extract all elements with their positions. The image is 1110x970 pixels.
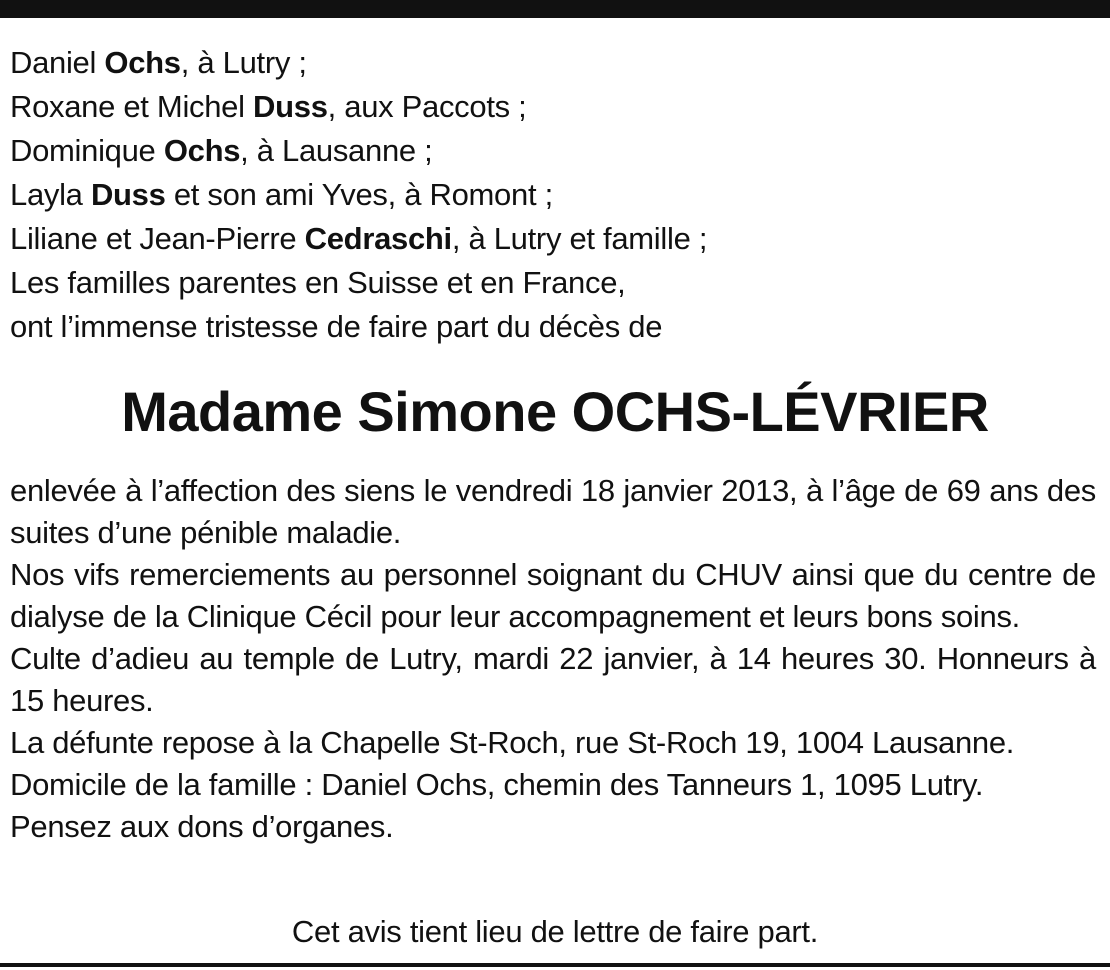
family-line xyxy=(10,173,1100,217)
family-line xyxy=(10,41,1100,85)
family-text: Roxane et Michel xyxy=(10,89,254,124)
notice-body xyxy=(10,470,1096,848)
family-text: Liliane et Jean-Pierre xyxy=(10,221,305,256)
family-text: Layla xyxy=(10,177,91,212)
resting-place: La défunte repose à la Chapelle St-Roch, rue St-Roch 19, 1004 Lausanne. xyxy=(10,725,1015,760)
bottom-rule xyxy=(0,963,1110,967)
family-line xyxy=(10,261,1100,305)
thanks-paragraph: Nos vifs remerciements au personnel soignant du CHUV ainsi que du centre de dialyse de la Clinique Cécil pour leur accompagnement et leurs bons soins. xyxy=(10,557,1096,634)
family-text: Les familles parentes en Suisse et en France, xyxy=(10,265,626,300)
family-text: , aux Paccots ; xyxy=(327,89,527,124)
ceremony-details: Culte d’adieu au temple de Lutry, mardi 22 janvier, à 14 heures 30. Honneurs à 15 heures. xyxy=(10,641,1096,718)
family-surname: Duss xyxy=(90,177,166,212)
family-list xyxy=(10,41,1100,349)
family-surname: Ochs xyxy=(163,133,241,168)
family-text: Dominique xyxy=(10,133,164,168)
family-line xyxy=(10,129,1100,173)
organ-donation-note: Pensez aux dons d’organes. xyxy=(10,809,394,844)
family-text: , à Lausanne ; xyxy=(240,133,433,168)
family-text: , à Lutry ; xyxy=(180,45,307,80)
family-surname: Duss xyxy=(253,89,328,124)
family-text: ont l’immense tristesse de faire part du décès de xyxy=(10,309,663,344)
family-line xyxy=(10,85,1100,129)
announcement-line xyxy=(10,305,1100,349)
closing-note: Cet avis tient lieu de lettre de faire part. xyxy=(291,914,819,949)
family-text: et son ami Yves, à Romont ; xyxy=(165,177,553,212)
family-surname: Ochs xyxy=(104,45,181,80)
family-surname: Cedraschi xyxy=(304,221,452,256)
deceased-name: Madame Simone OCHS-LÉVRIER xyxy=(121,380,989,443)
family-text: Daniel xyxy=(10,45,105,80)
family-address: Domicile de la famille : Daniel Ochs, chemin des Tanneurs 1, 1095 Lutry. xyxy=(10,767,984,802)
family-text: , à Lutry et famille ; xyxy=(451,221,708,256)
family-line xyxy=(10,217,1100,261)
top-rule xyxy=(0,0,1110,18)
death-details: enlevée à l’affection des siens le vendredi 18 janvier 2013, à l’âge de 69 ans des suites d’une pénible maladie. xyxy=(10,473,1096,550)
